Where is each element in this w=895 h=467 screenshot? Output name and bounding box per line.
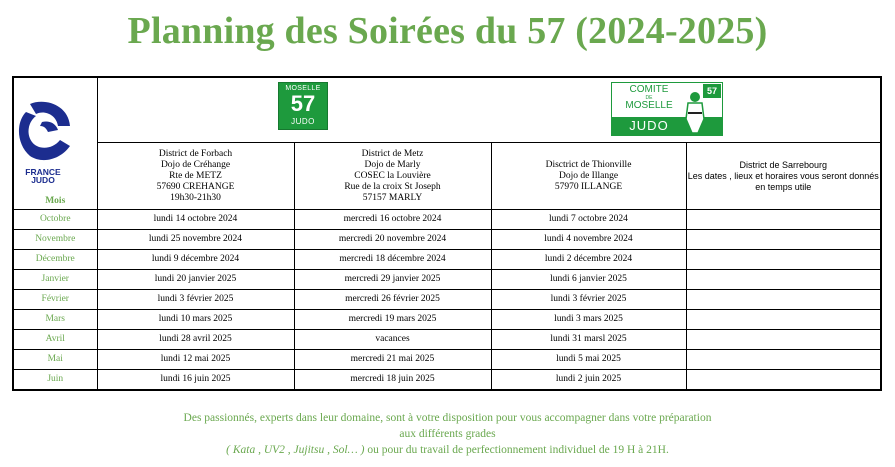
month-cell: Juin xyxy=(13,370,97,391)
comite-moselle-logo xyxy=(611,82,723,136)
comite-line2: DE xyxy=(645,95,653,101)
mois-label: Mois xyxy=(45,196,66,206)
district-line: Dojo de Illange xyxy=(558,170,619,181)
moselle-57-number: 57 xyxy=(290,91,316,116)
district-line: 57690 CREHANGE xyxy=(156,181,235,192)
date-cell-forbach: lundi 28 avril 2025 xyxy=(97,330,294,350)
footer-line3 xyxy=(0,442,895,458)
date-cell-sarrebourg xyxy=(686,350,881,370)
district-line: Dojo de Marly xyxy=(364,159,421,170)
comite-line4: JUDO xyxy=(629,118,669,133)
month-cell: Avril xyxy=(13,330,97,350)
footer-line1: Des passionnés, experts dans leur domaine, sont à votre disposition pour vous accompagner dans votre préparation xyxy=(183,412,712,424)
date-cell-thionville: lundi 3 février 2025 xyxy=(491,290,686,310)
district-sarrebourg-header xyxy=(686,143,881,210)
date-cell-thionville: lundi 5 mai 2025 xyxy=(491,350,686,370)
month-cell: Octobre xyxy=(13,210,97,230)
date-cell-thionville: lundi 2 décembre 2024 xyxy=(491,250,686,270)
date-cell-thionville: lundi 7 octobre 2024 xyxy=(491,210,686,230)
date-cell-thionville: lundi 6 janvier 2025 xyxy=(491,270,686,290)
date-cell-metz: mercredi 26 février 2025 xyxy=(294,290,491,310)
district-line: District de Forbach xyxy=(158,148,233,159)
date-cell-forbach: lundi 20 janvier 2025 xyxy=(97,270,294,290)
table-row xyxy=(13,210,881,230)
month-cell: Mars xyxy=(13,310,97,330)
date-cell-forbach: lundi 14 octobre 2024 xyxy=(97,210,294,230)
table-row xyxy=(13,230,881,250)
table-row xyxy=(13,370,881,391)
district-line: Rue de la croix St Joseph xyxy=(344,181,441,192)
date-cell-sarrebourg xyxy=(686,210,881,230)
table-row xyxy=(13,250,881,270)
logos-cell xyxy=(97,77,881,143)
judoka-icon xyxy=(682,89,708,133)
date-cell-metz: mercredi 21 mai 2025 xyxy=(294,350,491,370)
date-cell-forbach: lundi 12 mai 2025 xyxy=(97,350,294,370)
date-cell-sarrebourg xyxy=(686,270,881,290)
district-forbach-header xyxy=(97,143,294,210)
month-cell: Janvier xyxy=(13,270,97,290)
ffj-line1: FRANCE xyxy=(25,167,61,177)
district-line: en temps utile xyxy=(755,181,812,192)
date-cell-forbach: lundi 9 décembre 2024 xyxy=(97,250,294,270)
district-line: District de Metz xyxy=(361,148,424,159)
district-line: 19h30-21h30 xyxy=(170,192,221,203)
comite-line3: MOSELLE xyxy=(625,100,673,111)
comite-line1: COMITE xyxy=(629,84,669,95)
date-cell-sarrebourg xyxy=(686,310,881,330)
district-line: Les dates , lieux et horaires vous seront donnés xyxy=(687,170,879,181)
date-cell-thionville: lundi 3 mars 2025 xyxy=(491,310,686,330)
page-title: Planning des Soirées du 57 (2024-2025) xyxy=(127,10,768,52)
month-cell: Février xyxy=(13,290,97,310)
date-cell-metz: mercredi 18 décembre 2024 xyxy=(294,250,491,270)
date-cell-sarrebourg xyxy=(686,370,881,391)
logo-row xyxy=(13,77,881,143)
table-row xyxy=(13,350,881,370)
moselle-57-logo xyxy=(278,82,328,130)
district-line: Disctrict de Thionville xyxy=(545,159,632,170)
date-cell-metz: vacances xyxy=(294,330,491,350)
date-cell-thionville: lundi 2 juin 2025 xyxy=(491,370,686,391)
table-row xyxy=(13,310,881,330)
month-cell: Novembre xyxy=(13,230,97,250)
date-cell-forbach: lundi 25 novembre 2024 xyxy=(97,230,294,250)
date-cell-forbach: lundi 3 février 2025 xyxy=(97,290,294,310)
district-line: 57157 MARLY xyxy=(362,192,423,203)
footer-line2: aux différents grades xyxy=(399,428,496,440)
date-cell-sarrebourg xyxy=(686,290,881,310)
ffj-line2: JUDO xyxy=(31,175,55,185)
table-row xyxy=(13,330,881,350)
date-cell-sarrebourg xyxy=(686,250,881,270)
month-cell: Mai xyxy=(13,350,97,370)
moselle-57-line3: JUDO xyxy=(291,117,315,126)
district-thionville-header xyxy=(491,143,686,210)
date-cell-forbach: lundi 10 mars 2025 xyxy=(97,310,294,330)
district-line: COSEC la Louvière xyxy=(354,170,431,181)
table-row xyxy=(13,290,881,310)
district-line: District de Sarrebourg xyxy=(739,159,828,170)
date-cell-forbach: lundi 16 juin 2025 xyxy=(97,370,294,391)
date-cell-thionville: lundi 4 novembre 2024 xyxy=(491,230,686,250)
date-cell-metz: mercredi 19 mars 2025 xyxy=(294,310,491,330)
footer-disciplines: ( Kata , UV2 , Jujitsu , Sol… ) xyxy=(226,444,365,456)
month-cell: Décembre xyxy=(13,250,97,270)
date-cell-metz: mercredi 29 janvier 2025 xyxy=(294,270,491,290)
district-line: Rte de METZ xyxy=(169,170,222,181)
date-cell-metz: mercredi 16 octobre 2024 xyxy=(294,210,491,230)
date-cell-sarrebourg xyxy=(686,330,881,350)
france-judo-logo xyxy=(8,100,78,192)
footer-line3-rest: ou pour du travail de perfectionnement individuel de 19 H à 21H. xyxy=(364,444,669,456)
date-cell-metz: mercredi 18 juin 2025 xyxy=(294,370,491,391)
district-header-row xyxy=(13,143,881,210)
moselle-57-line1: MOSELLE xyxy=(285,85,321,92)
comite-number: 57 xyxy=(703,84,721,98)
district-metz-header xyxy=(294,143,491,210)
district-line: Dojo de Créhange xyxy=(160,159,231,170)
planning-table xyxy=(12,76,882,391)
district-line: 57970 ILLANGE xyxy=(554,181,623,192)
date-cell-metz: mercredi 20 novembre 2024 xyxy=(294,230,491,250)
france-judo-logo-icon xyxy=(8,100,78,164)
date-cell-thionville: lundi 31 marsl 2025 xyxy=(491,330,686,350)
table-row xyxy=(13,270,881,290)
date-cell-sarrebourg xyxy=(686,230,881,250)
